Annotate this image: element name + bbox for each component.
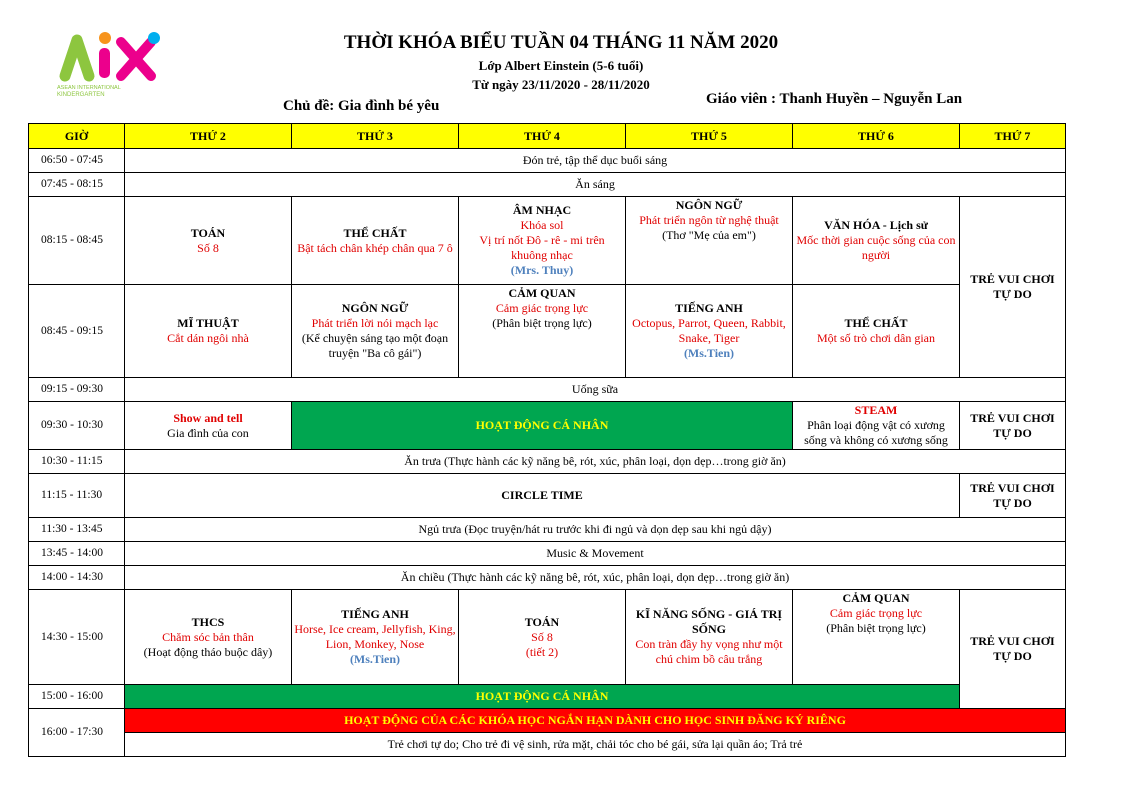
subject-detail: Chăm sóc bản thân [162,629,254,644]
table-row [29,566,1066,590]
circle-time-cell: CIRCLE TIME [125,474,960,518]
activity-cell [125,402,292,450]
table-row [29,709,1066,733]
subject-title: Show and tell [173,410,243,425]
subject-detail: Cắt dán ngôi nhà [167,331,249,345]
time-cell: 11:15 - 11:30 [29,474,125,518]
teacher-name: (Ms.Tien) [683,346,735,360]
subject-detail: Mốc thời gian cuộc sống của con người [796,233,956,262]
table-row [29,402,1066,450]
logo-sub2: KINDERGARTEN [57,92,105,98]
subject-note: (Phân biệt trọng lực) [492,316,592,330]
subject-detail: Một số trò chơi dân gian [817,331,935,345]
subject-title: ÂM NHẠC [512,203,572,217]
table-row [29,474,1066,518]
time-cell: 16:00 - 17:30 [29,709,125,757]
subject-title: MĨ THUẬT [177,316,239,330]
teacher: Giáo viên : Thanh Huyền – Nguyễn Lan [706,91,963,107]
subject-detail: Vị trí nốt Đô - rê - mi trên khuông nhạc [479,233,605,262]
col-mon: THỨ 2 [125,124,292,149]
subject-detail: Con tràn đầy hy vọng như một chú chim bồ câu trắng [635,637,783,666]
subject-note: (Thơ "Mẹ của em") [662,228,756,242]
topic: Chủ đề: Gia đình bé yêu [283,98,440,114]
subject-detail: Octopus, Parrot, Queen, Rabbit, Snake, Tiger [632,316,786,345]
activity-cell [125,285,292,378]
time-cell: 13:45 - 14:00 [29,542,125,566]
subject-detail: Cảm giác trọng lực [495,301,589,315]
subject-title: THỂ CHẤT [844,316,908,330]
teacher-name: (Mrs. Thuy) [510,263,574,277]
activity-cell [125,197,292,285]
individual-activity-bar: HOẠT ĐỘNG CÁ NHÂN [125,685,960,709]
time-cell: 15:00 - 16:00 [29,685,125,709]
free-play-cell: TRẺ VUI CHƠI TỰ DO [960,402,1066,450]
activity-cell [793,402,960,450]
subject-detail: Phát triển ngôn từ nghệ thuật [639,213,779,227]
activity-cell [459,285,626,378]
subject-detail: Khóa sol [520,218,564,232]
activity-cell: Ăn trưa (Thực hành các kỹ năng bê, rót, xúc, phân loại, dọn dẹp…trong giờ ăn) [125,450,1066,474]
time-cell: 08:45 - 09:15 [29,285,125,378]
header-row [29,124,1066,149]
subject-title: TIẾNG ANH [675,301,743,315]
table-row [29,590,1066,685]
activity-cell [626,197,793,285]
time-cell: 09:30 - 10:30 [29,402,125,450]
table-row [29,542,1066,566]
activity-cell [459,197,626,285]
teacher-name: (Ms.Tien) [349,652,401,666]
activity-cell: Đón trẻ, tập thể dục buổi sáng [125,149,1066,173]
short-course-bar: HOẠT ĐỘNG CỦA CÁC KHÓA HỌC NGẮN HẠN DÀNH CHO HỌC SINH ĐĂNG KÝ RIÊNG [125,709,1066,733]
table-row [29,173,1066,197]
activity-cell: Music & Movement [125,542,1066,566]
activity-cell: Uống sữa [125,378,1066,402]
free-play-cell: TRẺ VUI CHƠI TỰ DO [960,197,1066,378]
activity-cell: Ăn sáng [125,173,1066,197]
time-cell: 06:50 - 07:45 [29,149,125,173]
time-cell: 08:15 - 08:45 [29,197,125,285]
activity-cell [626,590,793,685]
logo-sub1: ASEAN INTERNATIONAL [57,85,121,91]
table-row [29,149,1066,173]
activity-cell [793,197,960,285]
subject-title: TIẾNG ANH [341,607,409,621]
activity-cell: Trẻ chơi tự do; Cho trẻ đi vệ sinh, rửa mặt, chải tóc cho bé gái, sửa lại quần áo; Trả trẻ [125,733,1066,757]
subject-detail: Gia đình của con [167,425,249,440]
subject-detail: Bật tách chân khép chân qua 7 ô [297,240,453,255]
subject-detail: (tiết 2) [525,644,559,659]
free-play-cell: TRẺ VUI CHƠI TỰ DO [960,474,1066,518]
table-row [29,518,1066,542]
table-row [29,450,1066,474]
subject-detail: Cảm giác trọng lực [829,606,923,620]
subject-title: THỂ CHẤT [343,225,407,240]
activity-cell [459,590,626,685]
table-row [29,285,1066,378]
date-range: Từ ngày 23/11/2020 - 28/11/2020 [472,77,650,92]
subject-note: (Kể chuyện sáng tạo một đoạn truyện "Ba cô gái") [301,331,449,360]
col-wed: THỨ 4 [459,124,626,149]
subject-detail: Phân loại động vật có xương sống và không có xương sống [804,418,948,447]
time-cell: 09:15 - 09:30 [29,378,125,402]
subject-title: THCS [191,614,225,629]
subject-detail: Số 8 [531,629,553,644]
activity-cell [292,197,459,285]
subject-title: TOÁN [190,225,226,240]
class-name: Lớp Albert Einstein (5-6 tuổi) [478,58,644,73]
subject-detail: Phát triển lời nói mạch lạc [311,316,439,330]
subject-title: KĨ NĂNG SỐNG - GIÁ TRỊ SỐNG [635,607,783,636]
activity-cell [292,590,459,685]
subject-title: NGÔN NGỮ [675,198,743,212]
subject-note: (Phân biệt trọng lực) [826,621,926,635]
subject-title: NGÔN NGỮ [341,301,409,315]
table-row [29,378,1066,402]
subject-title: STEAM [854,403,898,417]
page-title: THỜI KHÓA BIỂU TUẦN 04 THÁNG 11 NĂM 2020 [343,32,779,53]
activity-cell [793,285,960,378]
time-cell: 07:45 - 08:15 [29,173,125,197]
subject-detail: Horse, Ice cream, Jellyfish, King, Lion, Monkey, Nose [294,622,456,651]
col-time: GIỜ [29,124,125,149]
col-fri: THỨ 6 [793,124,960,149]
table-row [29,685,1066,709]
subject-note: (Hoạt động tháo buộc dây) [143,644,273,659]
activity-cell: Ngủ trưa (Đọc truyện/hát ru trước khi đi ngủ và dọn dẹp sau khi ngủ dậy) [125,518,1066,542]
subject-title: TOÁN [524,614,560,629]
subject-title: VĂN HÓA - Lịch sử [824,218,928,232]
col-thu: THỨ 5 [626,124,793,149]
time-cell: 10:30 - 11:15 [29,450,125,474]
individual-activity-bar: HOẠT ĐỘNG CÁ NHÂN [292,402,793,450]
activity-cell: Ăn chiều (Thực hành các kỹ năng bê, rót, xúc, phân loại, dọn dẹp…trong giờ ăn) [125,566,1066,590]
timetable [28,123,1066,757]
activity-cell [793,590,960,685]
col-tue: THỨ 3 [292,124,459,149]
time-cell: 14:30 - 15:00 [29,590,125,685]
activity-cell [626,285,793,378]
time-cell: 14:00 - 14:30 [29,566,125,590]
col-sat: THỨ 7 [960,124,1066,149]
table-row [29,197,1066,285]
time-cell: 11:30 - 13:45 [29,518,125,542]
subject-title: CẢM QUAN [842,591,910,605]
activity-cell [125,590,292,685]
activity-cell [292,285,459,378]
table-row [29,733,1066,757]
subject-detail: Số 8 [197,240,219,255]
subject-title: CẢM QUAN [508,286,576,300]
free-play-cell: TRẺ VUI CHƠI TỰ DO [960,590,1066,709]
